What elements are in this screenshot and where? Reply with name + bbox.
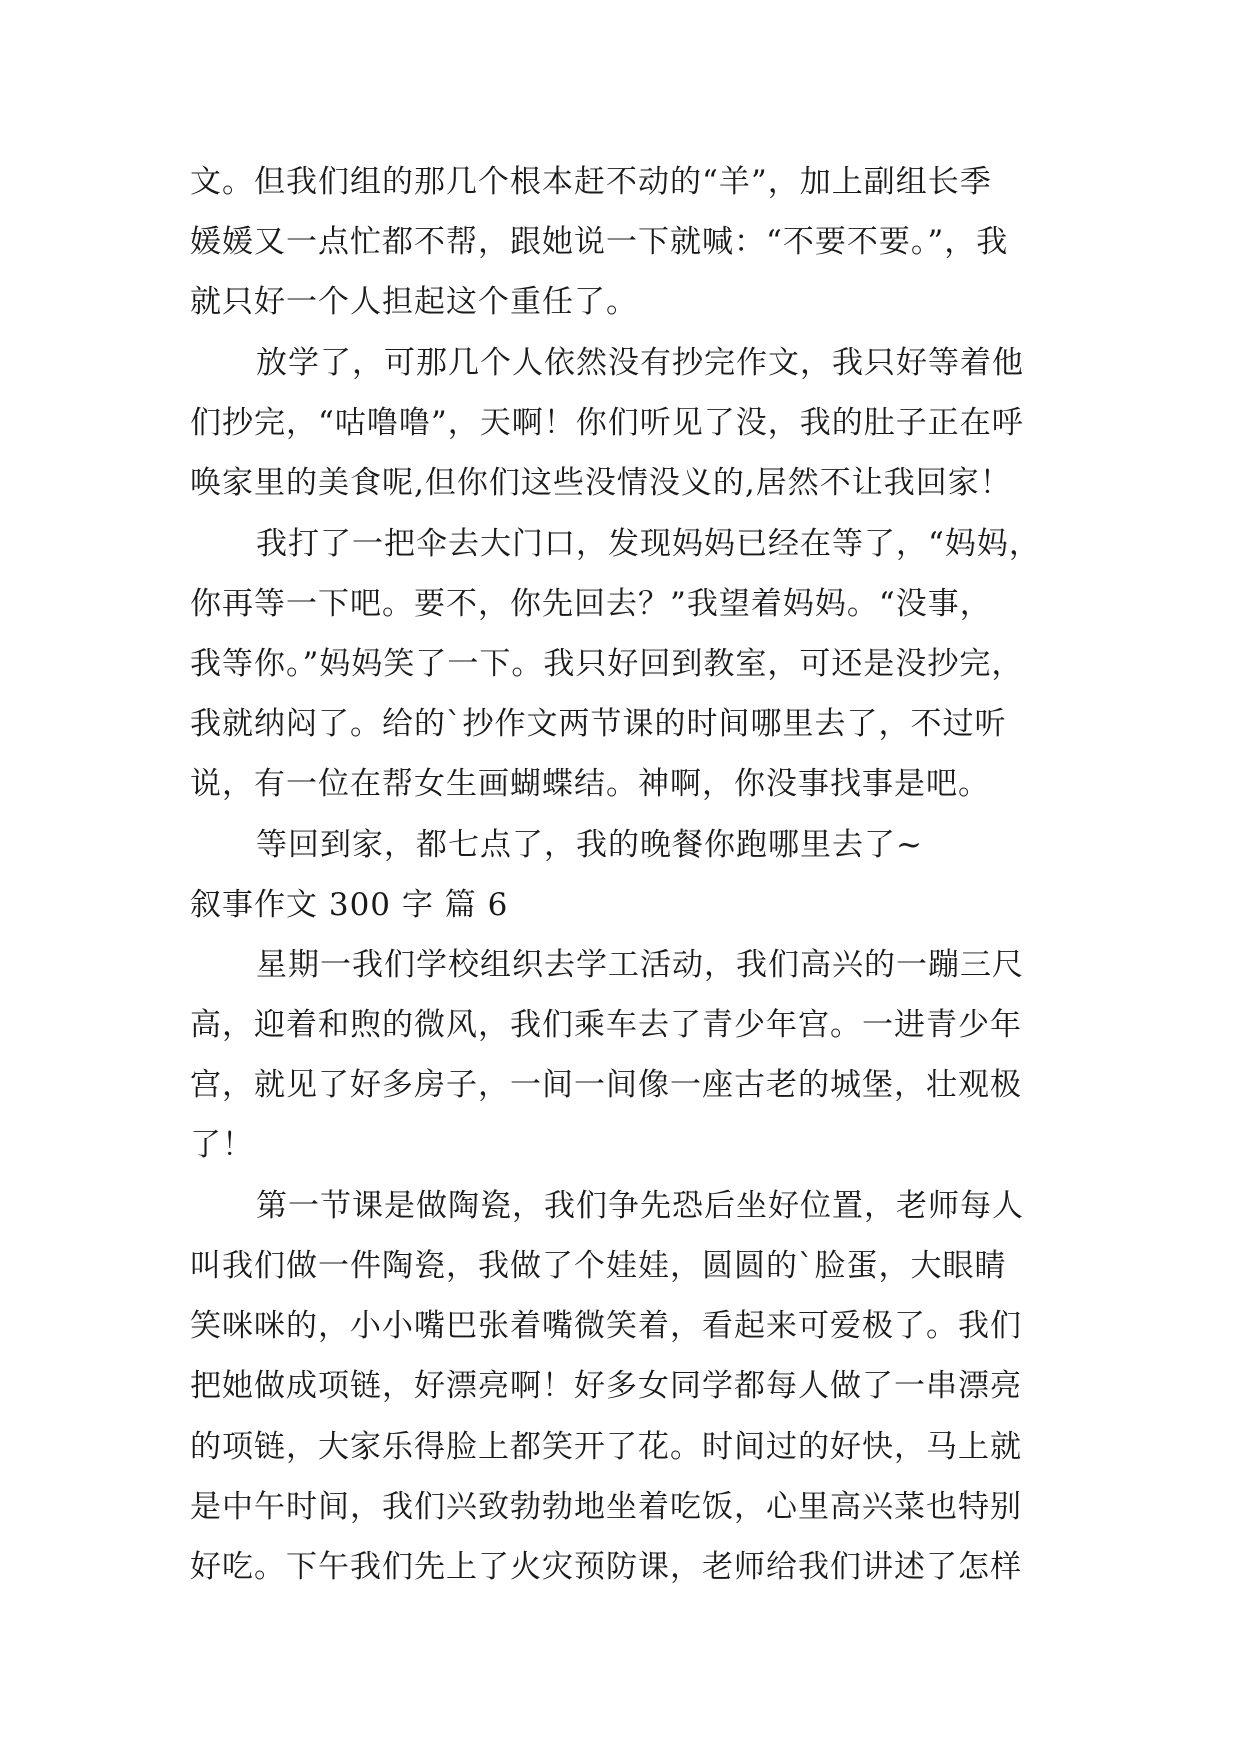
text-line: 媛媛又一点忙都不帮，跟她说一下就喊：“不要不要。”，我 bbox=[190, 224, 1009, 260]
paragraph-start-line: 等回到家，都七点了，我的晚餐你跑哪里去了~ bbox=[256, 827, 923, 863]
text-line: 我就纳闷了。给的`抄作文两节课的时间哪里去了，不过听 bbox=[190, 706, 1007, 742]
text-line: 们抄完，“咕噜噜”，天啊！你们听见了没，我的肚子正在呼 bbox=[190, 405, 1024, 441]
text-line: 叫我们做一件陶瓷，我做了个娃娃，圆圆的`脸蛋，大眼睛 bbox=[190, 1248, 1007, 1284]
text-line: 你再等一下吧。要不，你先回去？”我望着妈妈。“没事， bbox=[190, 586, 992, 622]
paragraph-start-line: 星期一我们学校组织去学工活动，我们高兴的一蹦三尺 bbox=[256, 947, 1024, 983]
text-line: 是中午时间，我们兴致勃勃地坐着吃饭，心里高兴菜也特别 bbox=[190, 1489, 1022, 1525]
text-line: 我等你。”妈妈笑了一下。我只好回到教室，可还是没抄完， bbox=[190, 646, 1024, 682]
text-line: 说，有一位在帮女生画蝴蝶结。神啊，你没事找事是吧。 bbox=[190, 766, 990, 802]
section-heading: 叙事作文 300 字 篇 6 bbox=[190, 887, 509, 923]
text-line: 好吃。下午我们先上了火灾预防课，老师给我们讲述了怎样 bbox=[190, 1549, 1022, 1585]
paragraph-start-line: 第一节课是做陶瓷，我们争先恐后坐好位置，老师每人 bbox=[256, 1188, 1024, 1224]
text-line: 把她做成项链，好漂亮啊！好多女同学都每人做了一串漂亮 bbox=[190, 1368, 1022, 1404]
text-line: 了！ bbox=[190, 1127, 254, 1163]
text-line: 的项链，大家乐得脸上都笑开了花。时间过的好快，马上就 bbox=[190, 1429, 1022, 1465]
text-line: 唤家里的美食呢,但你们这些没情没义的,居然不让我回家！ bbox=[190, 465, 1012, 501]
text-line: 文。但我们组的那几个根本赶不动的“羊”，加上副组长季 bbox=[190, 164, 992, 200]
text-line: 笑咪咪的，小小嘴巴张着嘴微笑着，看起来可爱极了。我们 bbox=[190, 1308, 1022, 1344]
text-line: 高，迎着和煦的微风，我们乘车去了青少年宫。一进青少年 bbox=[190, 1007, 1022, 1043]
paragraph-start-line: 我打了一把伞去大门口，发现妈妈已经在等了，“妈妈， bbox=[256, 526, 1041, 562]
paragraph-start-line: 放学了，可那几个人依然没有抄完作文，我只好等着他 bbox=[256, 345, 1024, 381]
text-line: 宫，就见了好多房子，一间一间像一座古老的城堡，壮观极 bbox=[190, 1067, 1022, 1103]
text-line: 就只好一个人担起这个重任了。 bbox=[190, 284, 638, 320]
